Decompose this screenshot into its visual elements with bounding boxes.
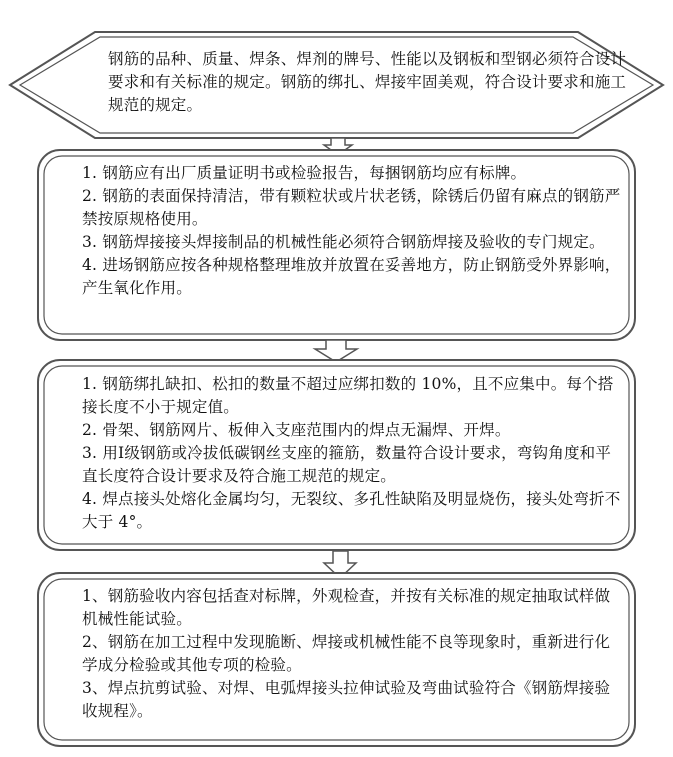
header-text: 钢筋的品种、质量、焊条、焊剂的牌号、性能以及钢板和型钢必须符合设计要求和有关标准的规定。钢筋的绑扎、焊接牢固美观，符合设计要求和施工规范的规定。 <box>108 50 627 114</box>
box2-item-3: 3. 用Ⅰ级钢筋或冷拔低碳钢丝支座的箍筋，数量符合设计要求，弯钩角度和平直长度符合设计要求及符合施工规范的规定。 <box>82 444 612 485</box>
box3-item-2: 2、钢筋在加工过程中发现脆断、焊接或机械性能不良等现象时，重新进行化学成分检验或其他专项的检验。 <box>82 633 611 674</box>
box2-item-1: 1. 钢筋绑扎缺扣、松扣的数量不超过应绑扣数的 10%，且不应集中。每个搭接长度不小于规定值。 <box>82 375 614 416</box>
box1-item-1: 1. 钢筋应有出厂质量证明书或检验报告，每捆钢筋均应有标牌。 <box>82 164 527 182</box>
box2-item-4: 4. 焊点接头处熔化金属均匀，无裂纹、多孔性缺陷及明显烧伤，接头处弯折不大于 4°。 <box>82 490 621 531</box>
box3-item-3: 3、焊点抗剪试验、对焊、电弧焊接头拉伸试验及弯曲试验符合《钢筋焊接验收规程》。 <box>82 679 611 720</box>
box1-item-4: 4. 进场钢筋应按各种规格整理堆放并放置在妥善地方，防止钢筋受外界影响，产生氧化作用。 <box>82 256 621 297</box>
down-arrow-2 <box>315 340 357 362</box>
box1-item-2: 2. 钢筋的表面保持清洁，带有颗粒状或片状老锈，除锈后仍留有麻点的钢筋严禁按原规格使用。 <box>82 187 621 228</box>
box1-text <box>82 162 622 300</box>
box2-item-2: 2. 骨架、钢筋网片、板伸入支座范围内的焊点无漏焊、开焊。 <box>82 421 511 439</box>
box3-text <box>82 585 622 723</box>
box3-item-1: 1、钢筋验收内容包括查对标牌，外观检查，并按有关标准的规定抽取试样做机械性能试验。 <box>82 587 611 628</box>
box1-item-3: 3. 钢筋焊接接头焊接制品的机械性能必须符合钢筋焊接及验收的专门规定。 <box>82 233 605 251</box>
box2-text <box>82 373 622 534</box>
